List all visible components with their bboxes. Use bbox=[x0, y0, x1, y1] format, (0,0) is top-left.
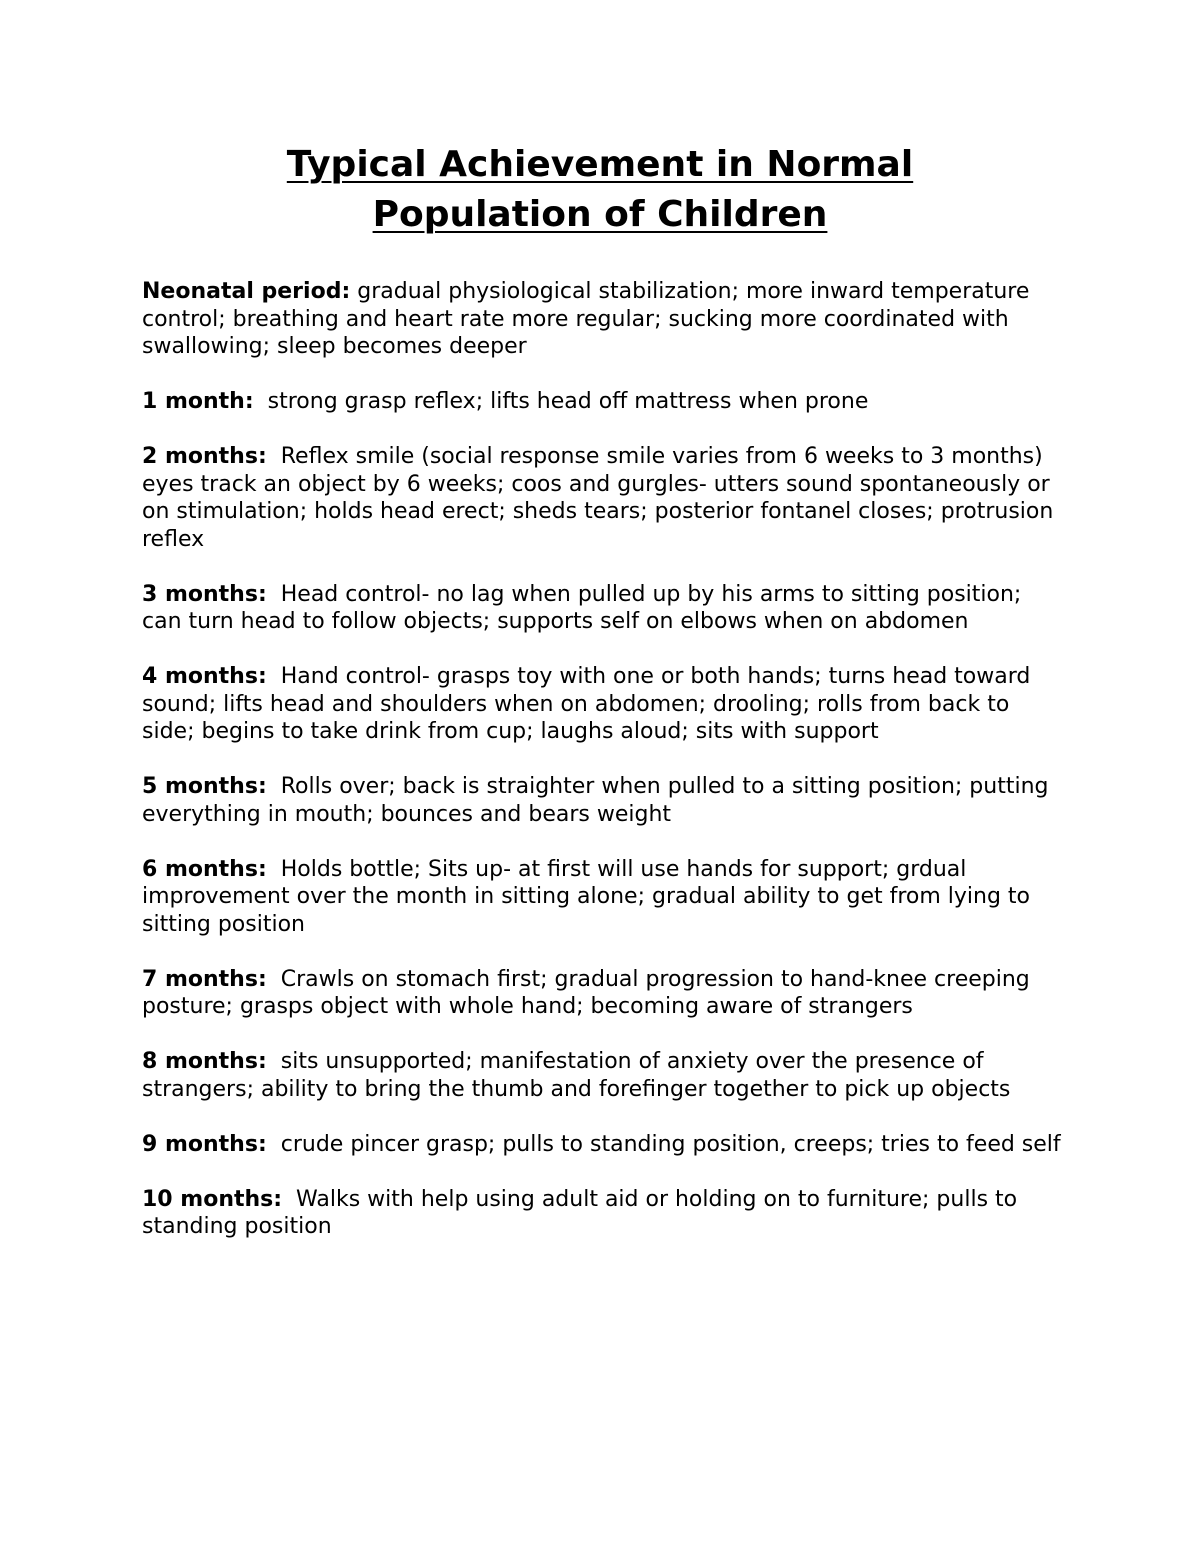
milestone-entry-5-months bbox=[142, 773, 1062, 828]
milestone-entry-10-months bbox=[142, 1186, 1062, 1241]
milestone-text: gradual physiological stabilization; more inward temperature control; breathing and heart rate more regular; sucking more coordinated with swallowing; sleep becomes deeper bbox=[142, 279, 1030, 359]
milestone-label: 1 month: bbox=[142, 389, 254, 414]
milestone-entry-neonatal bbox=[142, 278, 1062, 361]
milestone-text: Holds bottle; Sits up- at first will use hands for support; grdual improvement over the month in sitting alone; gradual ability to get from lying to sitting position bbox=[142, 856, 1031, 937]
milestone-text: Reflex smile (social response smile varies from 6 weeks to 3 months) eyes track an object by 6 weeks; coos and gurgles- utters sound spontaneously or on stimulation; holds head erect; sheds tears; posterior fontanel closes; protrusion reflex bbox=[142, 444, 1054, 552]
milestone-label: Neonatal period: bbox=[142, 279, 351, 304]
milestone-label: 6 months: bbox=[142, 856, 267, 882]
milestone-label: 4 months: bbox=[142, 664, 267, 689]
milestone-text: Head control- no lag when pulled up by his arms to sitting position; can turn head to follow objects; supports self on elbows when on abdomen bbox=[142, 581, 1022, 634]
milestone-entry-7-months bbox=[142, 966, 1062, 1021]
milestone-entry-8-months bbox=[142, 1048, 1062, 1103]
milestone-entry-1-month bbox=[142, 388, 1062, 416]
milestone-label: 2 months: bbox=[142, 444, 267, 469]
milestone-label: 8 months: bbox=[142, 1049, 267, 1074]
milestone-entry-4-months bbox=[142, 663, 1062, 746]
milestone-label: 3 months: bbox=[142, 581, 267, 607]
milestone-text: crude pincer grasp; pulls to standing position, creeps; tries to feed self bbox=[280, 1131, 1061, 1157]
milestone-text: Walks with help using adult aid or holding on to furniture; pulls to standing position bbox=[142, 1186, 1018, 1239]
title-line-1: Typical Achievement in Normal bbox=[286, 144, 914, 185]
milestone-entry-2-months bbox=[142, 443, 1062, 553]
milestone-label: 7 months: bbox=[142, 966, 267, 992]
milestone-label: 5 months: bbox=[142, 774, 267, 799]
milestone-text: Hand control- grasps toy with one or both hands; turns head toward sound; lifts head and shoulders when on abdomen; drooling; rolls from back to side; begins to take drink from cup; laughs aloud; sits with support bbox=[142, 664, 1031, 744]
milestone-text: sits unsupported; manifestation of anxiety over the presence of strangers; ability to bring the thumb and forefinger together to pick up objects bbox=[142, 1049, 1011, 1102]
milestone-text: strong grasp reflex; lifts head off mattress when prone bbox=[267, 389, 869, 414]
milestone-entry-9-months bbox=[142, 1131, 1062, 1159]
milestone-entry-3-months bbox=[142, 581, 1062, 636]
milestone-text: Crawls on stomach first; gradual progression to hand-knee creeping posture; grasps object with whole hand; becoming aware of strangers bbox=[142, 966, 1030, 1019]
milestone-list bbox=[142, 278, 1062, 1268]
document-title bbox=[0, 140, 1200, 240]
milestone-label: 9 months: bbox=[142, 1131, 267, 1157]
title-line-2: Population of Children bbox=[372, 194, 828, 235]
milestone-text: Rolls over; back is straighter when pulled to a sitting position; putting everything in mouth; bounces and bears weight bbox=[142, 774, 1049, 827]
milestone-entry-6-months bbox=[142, 856, 1062, 939]
milestone-label: 10 months: bbox=[142, 1186, 283, 1212]
